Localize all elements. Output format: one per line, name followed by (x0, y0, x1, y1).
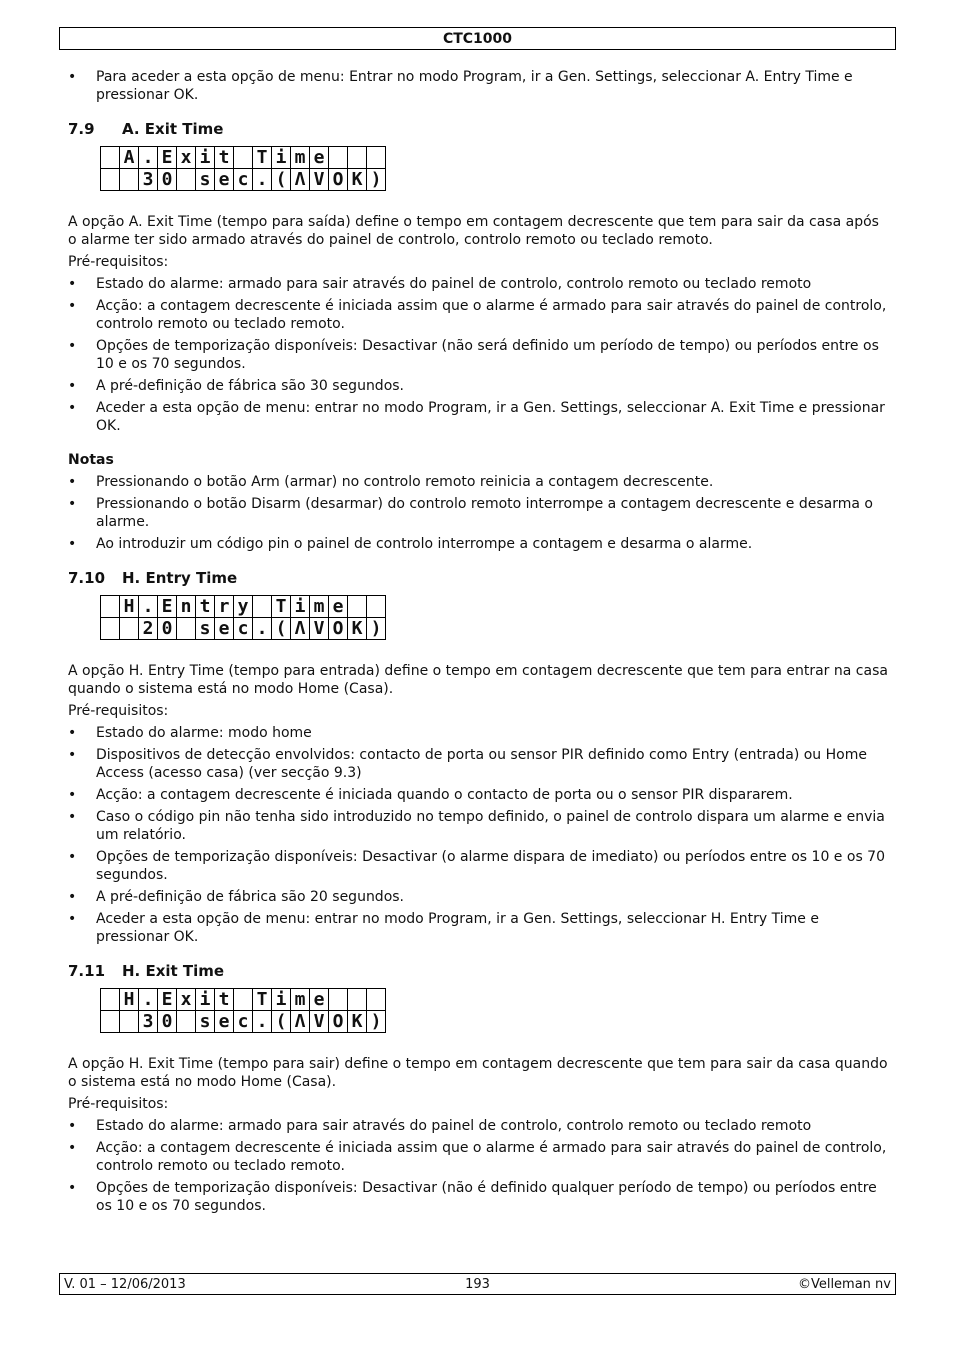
lcd-cell: Λ (291, 1011, 310, 1033)
lcd-cell: ( (272, 618, 291, 640)
lcd-cell (367, 596, 386, 618)
lcd-cell: 0 (158, 618, 177, 640)
lcd-cell: e (310, 989, 329, 1011)
lcd-cell: 0 (158, 169, 177, 191)
notes-list (68, 473, 888, 553)
lcd-cell (234, 147, 253, 169)
lcd-cell: O (329, 618, 348, 640)
section-description: A opção H. Entry Time (tempo para entrada) define o tempo em contagem decrescente que tem para entrar na casa quando o sistema está no modo Home (Casa). (68, 663, 888, 697)
lcd-cell: V (310, 1011, 329, 1033)
lcd-cell: . (139, 147, 158, 169)
lcd-display (100, 988, 386, 1033)
footer-version: V. 01 – 12/06/2013 (64, 1277, 186, 1292)
lcd-cell: V (310, 618, 329, 640)
lcd-cell: H (120, 596, 139, 618)
lcd-cell (120, 1011, 139, 1033)
list-item: • Opções de temporização disponíveis: Desactivar (o alarme dispara de imediato) ou períodos entre os 10 e os 70 segundos. (68, 848, 888, 884)
lcd-cell: Λ (291, 169, 310, 191)
lcd-row (101, 618, 386, 640)
list-item: • Para aceder a esta opção de menu: Entrar no modo Program, ir a Gen. Settings, seleccionar A. Entry Time e pressionar OK. (68, 68, 888, 104)
intro-bullet-list (68, 68, 888, 104)
lcd-cell: 3 (139, 1011, 158, 1033)
lcd-cell (367, 989, 386, 1011)
list-item: • Pressionando o botão Disarm (desarmar) do controlo remoto interrompe a contagem decrescente e desarma o alarme. (68, 495, 888, 531)
lcd-cell: . (253, 169, 272, 191)
section-number: 7.9 (68, 120, 95, 138)
lcd-cell: m (310, 596, 329, 618)
lcd-cell: . (139, 596, 158, 618)
prerequisites-list (68, 724, 888, 946)
prerequisites-list (68, 275, 888, 435)
lcd-cell: O (329, 1011, 348, 1033)
lcd-cell: i (291, 596, 310, 618)
lcd-cell: V (310, 169, 329, 191)
lcd-cell: . (139, 989, 158, 1011)
list-item: • A pré-definição de fábrica são 30 segundos. (68, 377, 888, 395)
list-item: • Opções de temporização disponíveis: Desactivar (não será definido um período de tempo) ou períodos entre os 10 e os 70 segundos. (68, 337, 888, 373)
lcd-cell: i (196, 147, 215, 169)
lcd-row (101, 989, 386, 1011)
list-item: • Opções de temporização disponíveis: Desactivar (não é definido qualquer período de tempo) ou períodos entre os 10 e os 70 segundos. (68, 1179, 888, 1215)
list-item: • Dispositivos de detecção envolvidos: contacto de porta ou sensor PIR definido como Entry (entrada) ou Home Access (acesso casa) (ver secção 9.3) (68, 746, 888, 782)
lcd-cell: . (253, 1011, 272, 1033)
lcd-cell (101, 989, 120, 1011)
lcd-display (100, 595, 386, 640)
lcd-cell: 0 (158, 1011, 177, 1033)
lcd-cell (177, 618, 196, 640)
lcd-row (101, 147, 386, 169)
lcd-cell (329, 147, 348, 169)
lcd-cell (253, 596, 272, 618)
lcd-cell: x (177, 147, 196, 169)
lcd-cell (101, 618, 120, 640)
lcd-cell: ) (367, 618, 386, 640)
lcd-cell: i (272, 989, 291, 1011)
section-title: H. Exit Time (122, 962, 225, 980)
lcd-cell: e (215, 1011, 234, 1033)
list-item: • Aceder a esta opção de menu: entrar no modo Program, ir a Gen. Settings, seleccionar A. Exit Time e pressionar OK. (68, 399, 888, 435)
lcd-row (101, 1011, 386, 1033)
list-item: • A pré-definição de fábrica são 20 segundos. (68, 888, 888, 906)
lcd-cell (101, 169, 120, 191)
lcd-cell (120, 169, 139, 191)
lcd-cell (177, 169, 196, 191)
section-title: H. Entry Time (122, 569, 238, 587)
lcd-cell (101, 596, 120, 618)
section-number: 7.11 (68, 962, 106, 980)
lcd-cell: s (196, 618, 215, 640)
lcd-cell: . (253, 618, 272, 640)
lcd-cell: ( (272, 169, 291, 191)
lcd-cell: K (348, 169, 367, 191)
section-heading-7-9 (68, 120, 888, 138)
list-item: • Ao introduzir um código pin o painel de controlo interrompe a contagem e desarma o alarme. (68, 535, 888, 553)
lcd-cell: T (253, 989, 272, 1011)
section-description: A opção A. Exit Time (tempo para saída) define o tempo em contagem decrescente que tem para sair da casa após o alarme ter sido armado através do painel de controlo, controlo remoto ou teclado remoto. (68, 214, 879, 248)
lcd-cell: Λ (291, 618, 310, 640)
header-title: CTC1000 (442, 31, 513, 47)
lcd-cell: m (291, 147, 310, 169)
lcd-cell (120, 618, 139, 640)
prerequisites-list (68, 1117, 888, 1215)
section-heading-7-10 (68, 569, 888, 587)
lcd-cell: c (234, 1011, 253, 1033)
list-item: • Acção: a contagem decrescente é iniciada quando o contacto de porta ou o sensor PIR dispararem. (68, 786, 888, 804)
lcd-cell: n (177, 596, 196, 618)
lcd-cell: c (234, 618, 253, 640)
lcd-cell: i (196, 989, 215, 1011)
lcd-cell: A (120, 147, 139, 169)
prerequisites-label: Pré-requisitos: (68, 254, 169, 270)
lcd-row (101, 596, 386, 618)
lcd-cell: e (329, 596, 348, 618)
lcd-cell: 3 (139, 169, 158, 191)
lcd-cell: m (291, 989, 310, 1011)
lcd-display (100, 146, 386, 191)
list-item: • Estado do alarme: armado para sair através do painel de controlo, controlo remoto ou teclado remoto (68, 275, 888, 293)
lcd-cell (177, 1011, 196, 1033)
list-item: • Estado do alarme: modo home (68, 724, 888, 742)
lcd-cell: E (158, 596, 177, 618)
notes-heading: Notas (68, 452, 114, 468)
lcd-cell: x (177, 989, 196, 1011)
lcd-cell: E (158, 989, 177, 1011)
lcd-cell (101, 147, 120, 169)
lcd-cell: e (215, 169, 234, 191)
lcd-cell: t (215, 147, 234, 169)
lcd-cell (348, 147, 367, 169)
lcd-cell: K (348, 618, 367, 640)
page-footer (59, 1273, 896, 1295)
lcd-cell: t (215, 989, 234, 1011)
lcd-cell: i (272, 147, 291, 169)
list-item: • Acção: a contagem decrescente é iniciada assim que o alarme é armado para sair através do painel de controlo, controlo remoto ou teclado remoto. (68, 1139, 888, 1175)
list-item: • Estado do alarme: armado para sair através do painel de controlo, controlo remoto ou teclado remoto (68, 1117, 888, 1135)
lcd-cell: T (272, 596, 291, 618)
section-number: 7.10 (68, 569, 106, 587)
lcd-cell (367, 147, 386, 169)
lcd-cell: t (196, 596, 215, 618)
lcd-cell: e (215, 618, 234, 640)
list-item: • Pressionando o botão Arm (armar) no controlo remoto reinicia a contagem decrescente. (68, 473, 888, 491)
list-item: • Acção: a contagem decrescente é iniciada assim que o alarme é armado para sair através do painel de controlo, controlo remoto ou teclado remoto. (68, 297, 888, 333)
page-content (68, 68, 888, 1219)
lcd-cell: e (310, 147, 329, 169)
lcd-cell: K (348, 1011, 367, 1033)
lcd-cell: c (234, 169, 253, 191)
lcd-cell: s (196, 1011, 215, 1033)
lcd-cell: E (158, 147, 177, 169)
footer-copyright: ©Velleman nv (797, 1277, 891, 1292)
lcd-cell: y (234, 596, 253, 618)
lcd-cell: ) (367, 1011, 386, 1033)
footer-page-number: 193 (465, 1277, 490, 1292)
lcd-cell (348, 596, 367, 618)
lcd-cell: r (215, 596, 234, 618)
section-description: A opção H. Exit Time (tempo para sair) define o tempo em contagem decrescente que tem para sair da casa quando o sistema está no modo Home (Casa). (68, 1056, 888, 1090)
lcd-cell: H (120, 989, 139, 1011)
list-item: • Caso o código pin não tenha sido introduzido no tempo definido, o painel de controlo dispara um alarme e envia um relatório. (68, 808, 888, 844)
lcd-cell (329, 989, 348, 1011)
page-header (59, 27, 896, 50)
lcd-cell: ) (367, 169, 386, 191)
lcd-cell (101, 1011, 120, 1033)
lcd-cell: O (329, 169, 348, 191)
lcd-cell: ( (272, 1011, 291, 1033)
prerequisites-label: Pré-requisitos: (68, 1096, 169, 1112)
section-heading-7-11 (68, 962, 888, 980)
section-title: A. Exit Time (122, 120, 224, 138)
lcd-cell: s (196, 169, 215, 191)
lcd-cell (234, 989, 253, 1011)
lcd-cell (348, 989, 367, 1011)
list-item: • Aceder a esta opção de menu: entrar no modo Program, ir a Gen. Settings, seleccionar H. Entry Time e pressionar OK. (68, 910, 888, 946)
prerequisites-label: Pré-requisitos: (68, 703, 169, 719)
lcd-cell: T (253, 147, 272, 169)
lcd-row (101, 169, 386, 191)
lcd-cell: 2 (139, 618, 158, 640)
